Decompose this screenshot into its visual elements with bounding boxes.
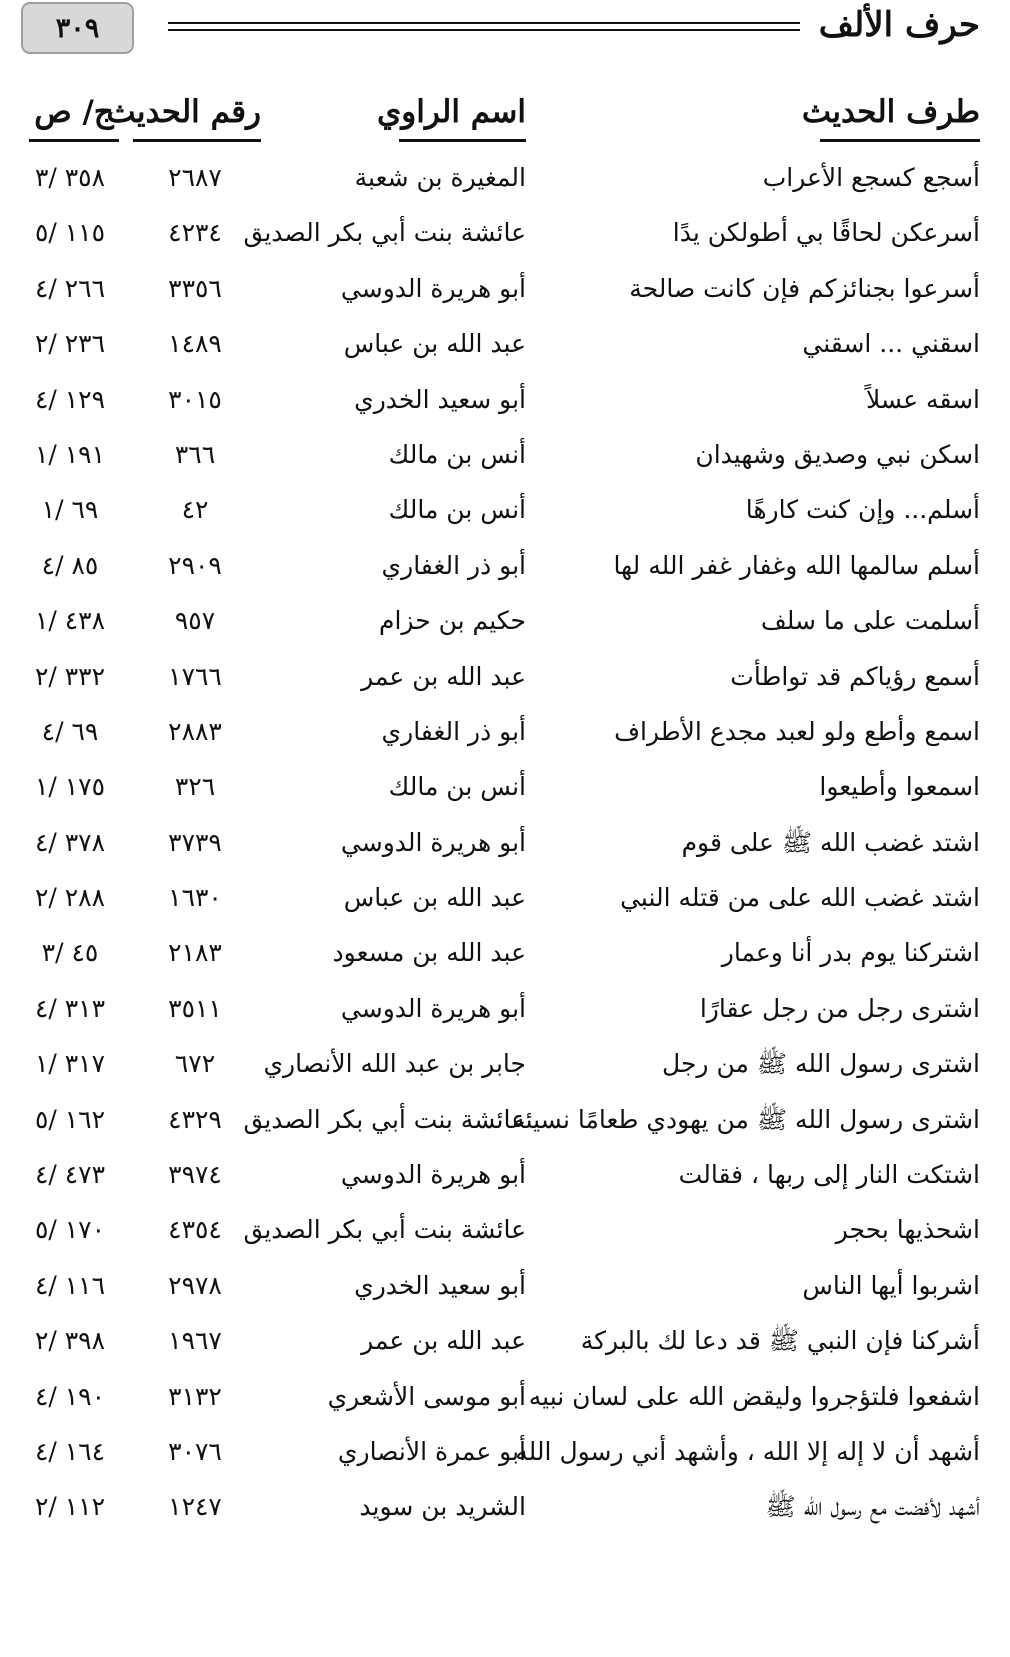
table-row bbox=[0, 1313, 1010, 1368]
narrator-cell: أبو سعيد الخدري bbox=[354, 384, 526, 414]
hadith-number-cell: ٣٠٧٦ bbox=[168, 1436, 222, 1466]
hadith-number-cell: ٢٦٨٧ bbox=[168, 163, 222, 192]
narrator-cell: الشريد بن سويد bbox=[359, 1492, 526, 1522]
volume-page-cell: ٣٩٨ /٢ bbox=[34, 1326, 106, 1356]
hadith-start-cell: أسجع كسجع الأعراب bbox=[762, 163, 980, 192]
volume-page-cell: ١٧٥ /١ bbox=[34, 772, 106, 802]
narrator-cell: عبد الله بن عمر bbox=[361, 1326, 526, 1356]
narrator-cell: عائشة بنت أبي بكر الصديق bbox=[243, 1104, 526, 1134]
hadith-number-cell: ٣٦٦ bbox=[174, 439, 216, 469]
volume-page-cell: ٢٦٦ /٤ bbox=[34, 273, 106, 303]
hadith-number-cell: ١٧٦٦ bbox=[168, 661, 222, 691]
table-row bbox=[0, 704, 1010, 759]
volume-page-cell: ٣٧٨ /٤ bbox=[34, 827, 106, 857]
narrator-cell: عبد الله بن مسعود bbox=[332, 938, 526, 968]
table-row bbox=[0, 1036, 1010, 1091]
hadith-start-cell: اسكن نبي وصديق وشهيدان bbox=[695, 439, 980, 469]
hadith-number-cell: ٣٥١١ bbox=[168, 993, 222, 1023]
volume-page-cell: ١٩٠ /٤ bbox=[34, 1381, 106, 1411]
volume-page-cell: ١١٥ /٥ bbox=[34, 218, 106, 248]
hadith-number-cell: ٤٣٢٩ bbox=[168, 1104, 222, 1134]
header-divider bbox=[168, 29, 800, 31]
table-row bbox=[0, 1424, 1010, 1479]
hadith-number-cell: ٣٧٣٩ bbox=[168, 827, 222, 857]
narrator-cell: أبو هريرة الدوسي bbox=[340, 993, 526, 1023]
narrator-cell: حكيم بن حزام bbox=[379, 606, 526, 636]
volume-page-cell: ٤٥ /٣ bbox=[41, 938, 99, 968]
hadith-start-cell: أسرعوا بجنائزكم فإن كانت صالحة bbox=[629, 273, 980, 303]
table-row bbox=[0, 1092, 1010, 1147]
hadith-number-cell: ١٦٣٠ bbox=[168, 883, 222, 913]
volume-page-cell: ٣١٣ /٤ bbox=[34, 993, 106, 1023]
hadith-number-cell: ٣٠١٥ bbox=[168, 384, 222, 414]
hadith-start-cell: اشتركنا يوم بدر أنا وعمار bbox=[721, 938, 980, 968]
volume-page-cell: ٣١٧ /١ bbox=[34, 1049, 106, 1079]
volume-page-cell: ٦٩ /٤ bbox=[41, 716, 99, 746]
table-row bbox=[0, 205, 1010, 260]
narrator-cell: عبد الله بن عباس bbox=[343, 329, 526, 359]
page-number-badge bbox=[21, 2, 134, 54]
hadith-number-cell: ٢٩٠٩ bbox=[168, 550, 222, 580]
table-row bbox=[0, 261, 1010, 316]
table-row bbox=[0, 870, 1010, 925]
volume-page-cell: ١٦٤ /٤ bbox=[34, 1436, 106, 1466]
table-row bbox=[0, 427, 1010, 482]
hadith-start-cell: أسلم... وإن كنت كارهًا bbox=[745, 495, 980, 525]
hadith-number-cell: ٤٢٣٤ bbox=[168, 218, 222, 248]
volume-page-cell: ٨٥ /٤ bbox=[41, 550, 99, 580]
narrator-cell: عبد الله بن عباس bbox=[343, 883, 526, 913]
hadith-start-cell: أشركنا فإن النبي ﷺ قد دعا لك بالبركة bbox=[580, 1326, 980, 1356]
hadith-number-cell: ٩٥٧ bbox=[174, 606, 216, 636]
volume-page-cell: ٦٩ /١ bbox=[41, 495, 99, 525]
narrator-cell: أبو ذر الغفاري bbox=[381, 550, 526, 580]
hadith-start-cell: اسمعوا وأطيعوا bbox=[819, 772, 980, 802]
hadith-start-cell: اشتد غضب الله على من قتله النبي bbox=[620, 883, 980, 913]
column-header-volume-page: ج/ ص bbox=[29, 90, 119, 142]
table-row bbox=[0, 150, 1010, 205]
narrator-cell: أبو موسى الأشعري bbox=[327, 1381, 526, 1411]
hadith-start-cell: اشفعوا فلتؤجروا وليقض الله على لسان نبيه bbox=[528, 1381, 980, 1411]
hadith-start-cell: اشربوا أيها الناس bbox=[802, 1270, 980, 1300]
hadith-number-cell: ٤٢ bbox=[181, 495, 209, 525]
hadith-number-cell: ٣٢٦ bbox=[174, 772, 216, 802]
hadith-index-table bbox=[0, 150, 1010, 1535]
narrator-cell: أبو ذر الغفاري bbox=[381, 716, 526, 746]
narrator-cell: أنس بن مالك bbox=[388, 439, 526, 469]
narrator-cell: عبد الله بن عمر bbox=[361, 661, 526, 691]
volume-page-cell: ٣٥٨ /٣ bbox=[34, 163, 106, 192]
table-row bbox=[0, 649, 1010, 704]
column-header-hadith-start: طرف الحديث bbox=[820, 90, 980, 142]
narrator-cell: المغيرة بن شعبة bbox=[354, 163, 526, 192]
volume-page-cell: ١٢٩ /٤ bbox=[34, 384, 106, 414]
hadith-number-cell: ١٢٤٧ bbox=[168, 1492, 222, 1522]
volume-page-cell: ٤٣٨ /١ bbox=[34, 606, 106, 636]
hadith-start-cell: أسلم سالمها الله وغفار غفر الله لها bbox=[613, 550, 980, 580]
hadith-start-cell: اسمع وأطع ولو لعبد مجدع الأطراف bbox=[614, 716, 980, 746]
narrator-cell: أبو هريرة الدوسي bbox=[340, 273, 526, 303]
column-header-narrator: اسم الراوي bbox=[399, 90, 526, 142]
volume-page-cell: ١١٢ /٢ bbox=[34, 1492, 106, 1522]
hadith-number-cell: ٦٧٢ bbox=[174, 1049, 216, 1079]
table-row bbox=[0, 815, 1010, 870]
narrator-cell: أبو هريرة الدوسي bbox=[340, 827, 526, 857]
table-row bbox=[0, 1202, 1010, 1257]
table-row bbox=[0, 925, 1010, 980]
hadith-number-cell: ٢٨٨٣ bbox=[168, 716, 222, 746]
hadith-start-cell: أسرعكن لحاقًا بي أطولكن يدًا bbox=[672, 218, 980, 248]
table-row bbox=[0, 316, 1010, 371]
hadith-start-cell: أشهد أن لا إله إلا الله ، وأشهد أني رسول الله bbox=[515, 1436, 980, 1466]
volume-page-cell: ١٦٢ /٥ bbox=[34, 1104, 106, 1134]
table-row bbox=[0, 538, 1010, 593]
hadith-start-cell: اشحذيها بحجر bbox=[835, 1215, 980, 1245]
hadith-number-cell: ١٩٦٧ bbox=[168, 1326, 222, 1356]
table-row bbox=[0, 1147, 1010, 1202]
table-row bbox=[0, 1258, 1010, 1313]
volume-page-cell: ٢٣٦ /٢ bbox=[34, 329, 106, 359]
hadith-start-cell: اسقه عسلاً bbox=[865, 384, 980, 414]
hadith-number-cell: ١٤٨٩ bbox=[168, 329, 222, 359]
narrator-cell: أبو هريرة الدوسي bbox=[340, 1160, 526, 1190]
volume-page-cell: ٤٧٣ /٤ bbox=[34, 1160, 106, 1190]
table-row bbox=[0, 1369, 1010, 1424]
volume-page-cell: ١١٦ /٤ bbox=[34, 1270, 106, 1300]
hadith-start-cell: أسمع رؤياكم قد تواطأت bbox=[730, 661, 980, 691]
hadith-number-cell: ٣١٣٢ bbox=[168, 1381, 222, 1411]
hadith-number-cell: ٢٩٧٨ bbox=[168, 1270, 222, 1300]
page-number: ٣٠٩ bbox=[55, 12, 100, 44]
table-row bbox=[0, 482, 1010, 537]
hadith-start-cell: اشترى رجل من رجل عقارًا bbox=[699, 993, 980, 1023]
hadith-start-cell: أشهد لأفضت مع رسول الله ﷺ bbox=[765, 1492, 980, 1522]
hadith-start-cell: اشترى رسول الله ﷺ من يهودي طعامًا نسيئة bbox=[512, 1104, 980, 1134]
column-header-hadith-number: رقم الحديث bbox=[133, 90, 261, 142]
table-row bbox=[0, 593, 1010, 648]
table-row bbox=[0, 759, 1010, 814]
hadith-number-cell: ٣٣٥٦ bbox=[168, 273, 222, 303]
narrator-cell: عائشة بنت أبي بكر الصديق bbox=[243, 1215, 526, 1245]
page-header bbox=[0, 0, 1010, 70]
table-row bbox=[0, 1479, 1010, 1534]
volume-page-cell: ٣٣٢ /٢ bbox=[34, 661, 106, 691]
volume-page-cell: ١٩١ /١ bbox=[34, 439, 106, 469]
hadith-start-cell: اشترى رسول الله ﷺ من رجل bbox=[662, 1049, 980, 1079]
narrator-cell: أنس بن مالك bbox=[388, 772, 526, 802]
table-row bbox=[0, 372, 1010, 427]
narrator-cell: أنس بن مالك bbox=[388, 495, 526, 525]
hadith-start-cell: أسلمت على ما سلف bbox=[760, 606, 980, 636]
hadith-start-cell: اشتكت النار إلى ربها ، فقالت bbox=[678, 1160, 980, 1190]
hadith-start-cell: اشتد غضب الله ﷺ على قوم bbox=[681, 827, 980, 857]
narrator-cell: أبو عمرة الأنصاري bbox=[337, 1436, 526, 1466]
narrator-cell: عائشة بنت أبي بكر الصديق bbox=[243, 218, 526, 248]
hadith-number-cell: ٤٣٥٤ bbox=[168, 1215, 222, 1245]
volume-page-cell: ٢٨٨ /٢ bbox=[34, 883, 106, 913]
table-row bbox=[0, 981, 1010, 1036]
section-title: حرف الألف bbox=[818, 5, 980, 45]
narrator-cell: جابر بن عبد الله الأنصاري bbox=[263, 1049, 526, 1079]
hadith-start-cell: اسقني ... اسقني bbox=[802, 329, 980, 359]
hadith-number-cell: ٣٩٧٤ bbox=[168, 1160, 222, 1190]
narrator-cell: أبو سعيد الخدري bbox=[354, 1270, 526, 1300]
hadith-number-cell: ٢١٨٣ bbox=[168, 938, 222, 968]
volume-page-cell: ١٧٠ /٥ bbox=[34, 1215, 106, 1245]
header-divider bbox=[168, 22, 800, 24]
